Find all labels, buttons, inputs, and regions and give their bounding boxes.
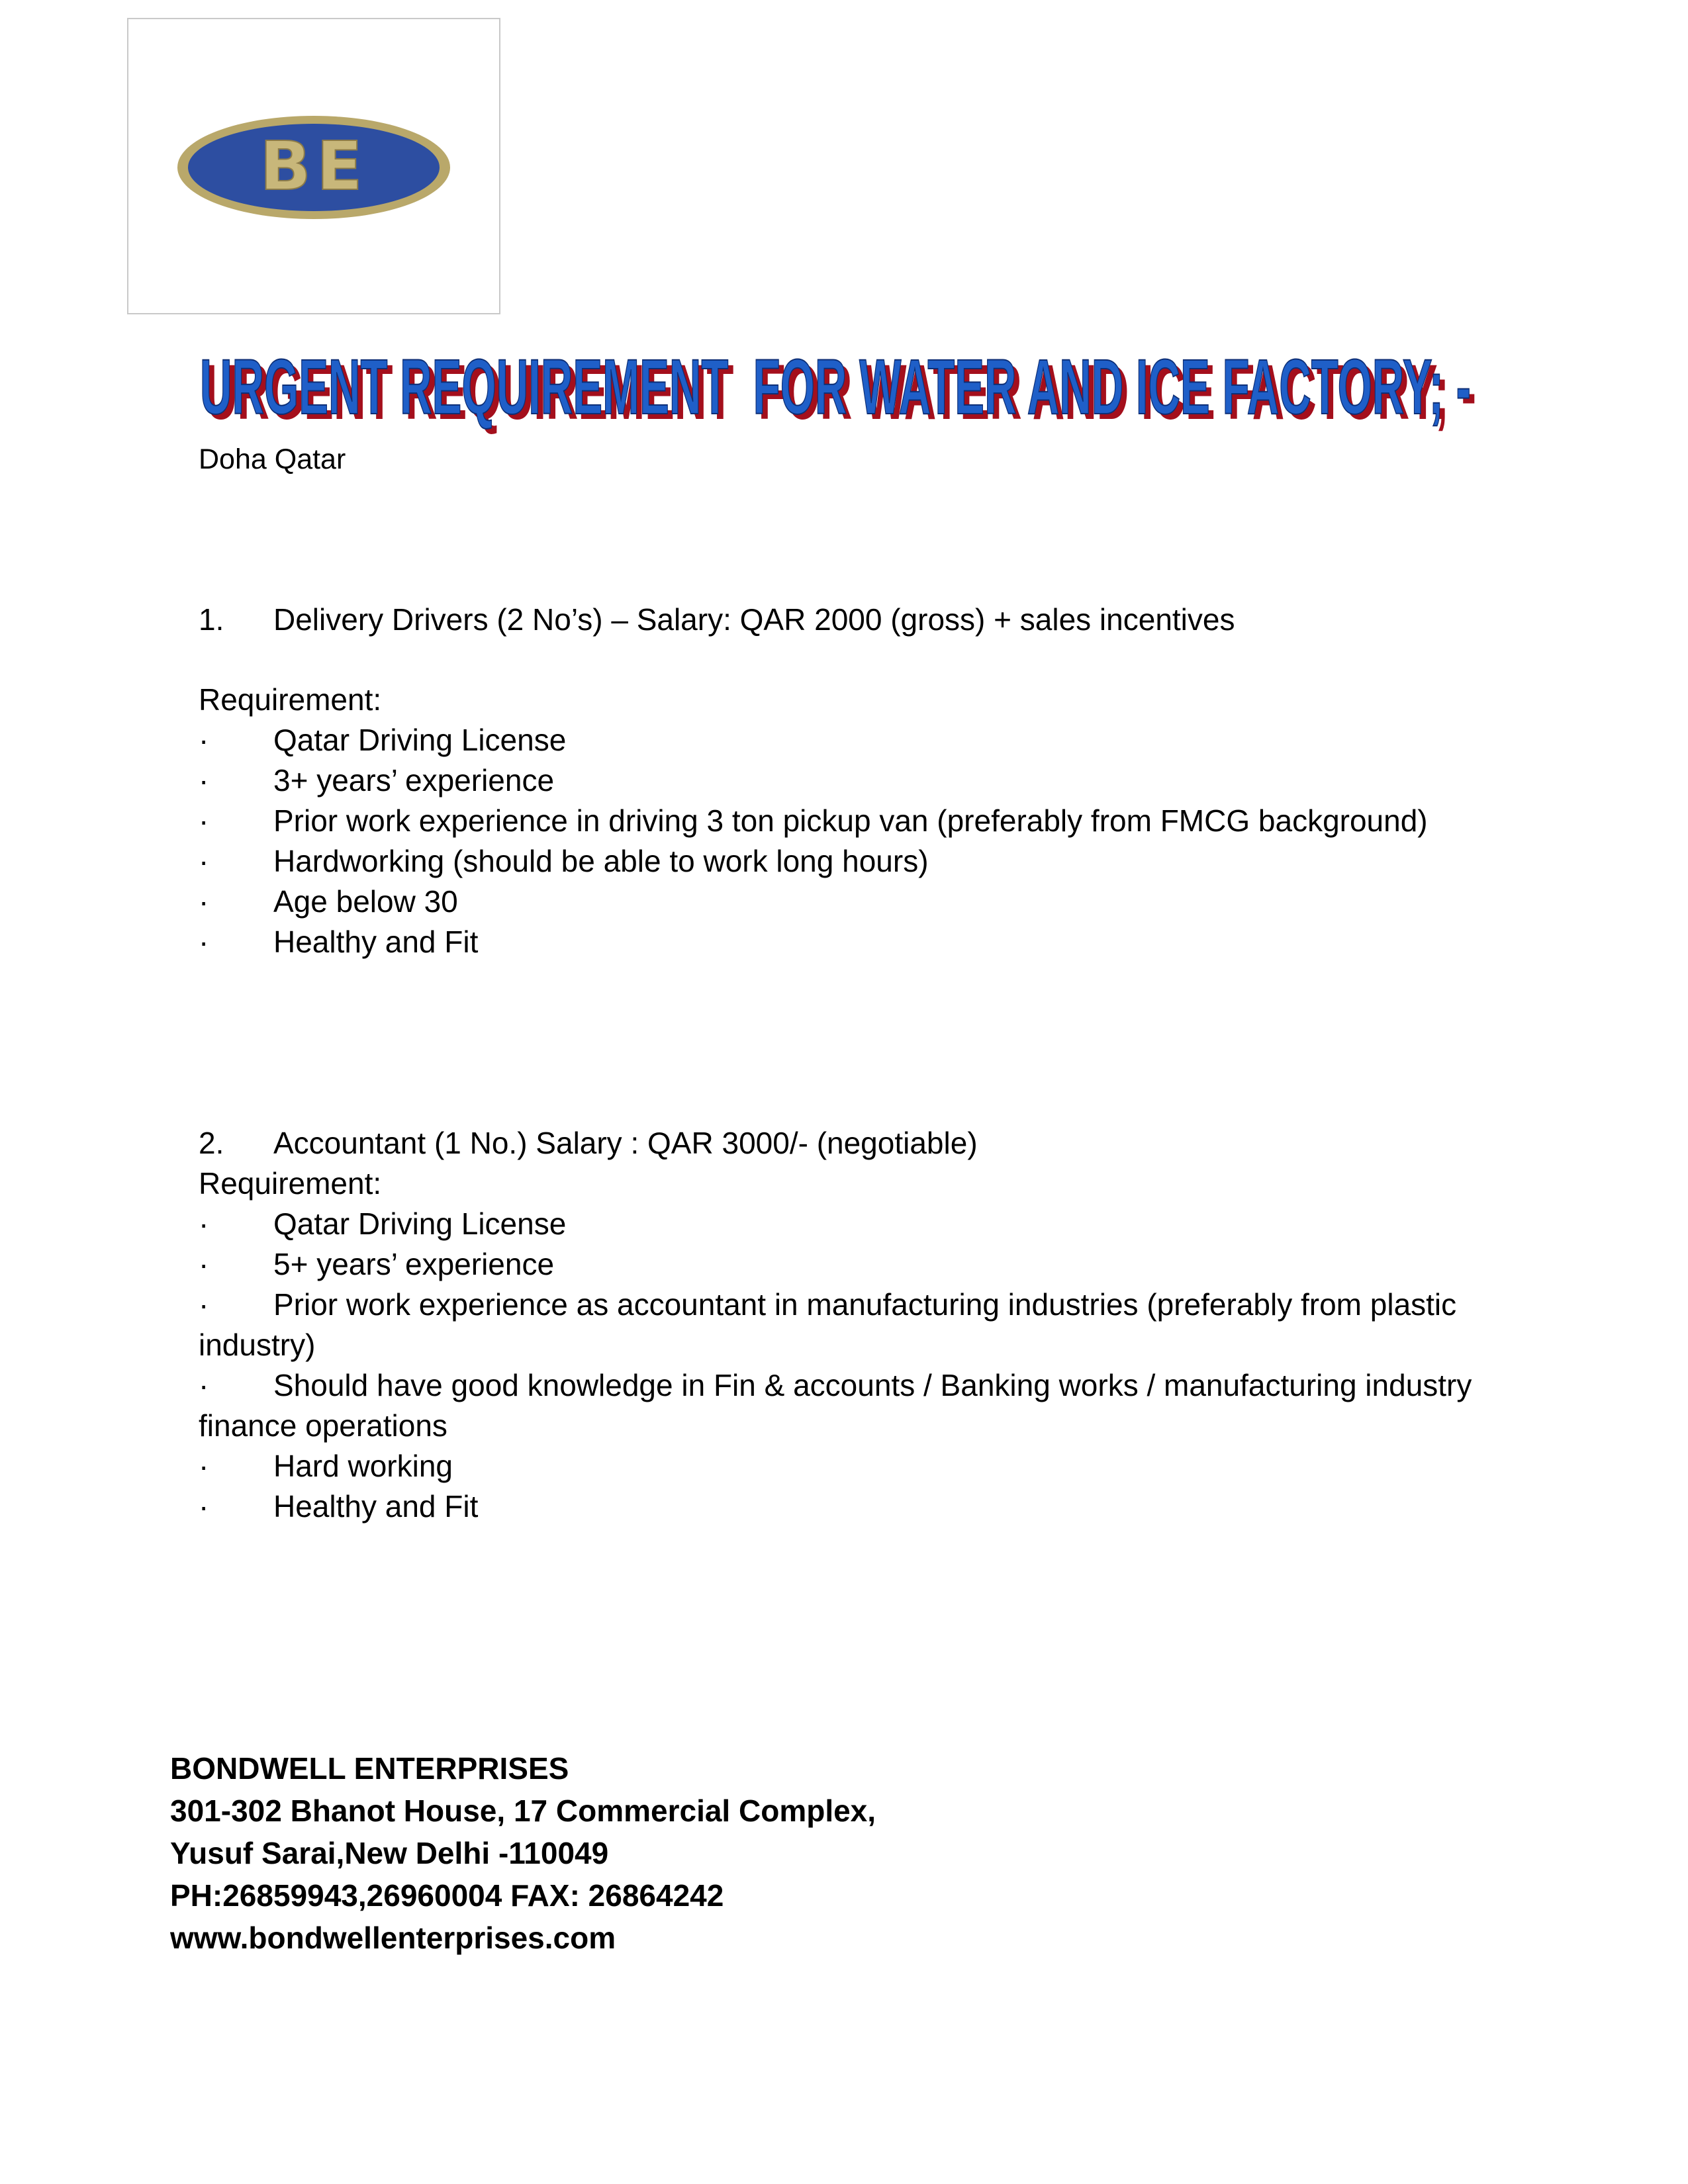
bullet: ·: [199, 1287, 209, 1322]
job1-item: Age below 30: [273, 884, 458, 919]
job1-title: Delivery Drivers (2 No’s) – Salary: QAR 2000 (gross) + sales incentives: [273, 602, 1235, 637]
bullet: ·: [199, 1449, 209, 1483]
job2-item: Should have good knowledge in Fin & accounts / Banking works / manufacturing industry: [273, 1368, 1472, 1402]
bullet: ·: [199, 803, 209, 838]
job2-item-continuation: industry): [199, 1328, 316, 1362]
company-name: BONDWELL ENTERPRISES: [170, 1751, 569, 1786]
job2-title: Accountant (1 No.) Salary : QAR 3000/- (negotiable): [273, 1126, 978, 1160]
bullet: ·: [199, 763, 209, 797]
job1-item: Prior work experience in driving 3 ton pickup van (preferably from FMCG background): [273, 803, 1428, 838]
bullet: ·: [199, 884, 209, 919]
job1-item: Qatar Driving License: [273, 723, 567, 757]
company-logo: [175, 113, 453, 222]
bullet: ·: [199, 723, 209, 757]
company-contact-block: [170, 1747, 876, 1959]
job2-item: Qatar Driving License: [273, 1206, 567, 1241]
address-line-2: Yusuf Sarai,New Delhi -110049: [170, 1836, 609, 1870]
job2-item: Hard working: [273, 1449, 453, 1483]
job1-number: 1.: [199, 602, 224, 637]
phone-fax: PH:26859943,26960004 FAX: 26864242: [170, 1878, 724, 1913]
logo-frame: [127, 18, 500, 314]
job2-item-continuation: finance operations: [199, 1408, 447, 1443]
job1-item: Healthy and Fit: [273, 925, 479, 959]
headline-shadow: URGENT REQUIREMENT FOR WATER AND ICE FACTORY; -: [205, 349, 1476, 436]
bullet: ·: [199, 1206, 209, 1241]
job1-item: Hardworking (should be able to work long hours): [273, 844, 929, 878]
bullet: ·: [199, 1368, 209, 1402]
job2-requirement-label: Requirement:: [199, 1166, 382, 1201]
headline: [199, 341, 1655, 447]
bullet: ·: [199, 844, 209, 878]
job2-item: Healthy and Fit: [273, 1489, 479, 1524]
bullet: ·: [199, 925, 209, 959]
job1-requirement-label: Requirement:: [199, 682, 382, 717]
website-link[interactable]: www.bondwellenterprises.com: [170, 1921, 616, 1955]
logo-text: BE: [259, 127, 368, 206]
headline-title: URGENT REQUIREMENT FOR WATER AND ICE FACTORY; -: [200, 343, 1471, 431]
job1-item: 3+ years’ experience: [273, 763, 555, 797]
job2-item: 5+ years’ experience: [273, 1247, 555, 1281]
job2-number: 2.: [199, 1126, 224, 1160]
bullet: ·: [199, 1247, 209, 1281]
job2-item: Prior work experience as accountant in manufacturing industries (preferably from plastic: [273, 1287, 1457, 1322]
bullet: ·: [199, 1489, 209, 1524]
address-line-1: 301-302 Bhanot House, 17 Commercial Complex,: [170, 1794, 876, 1828]
location: Doha Qatar: [199, 443, 346, 475]
